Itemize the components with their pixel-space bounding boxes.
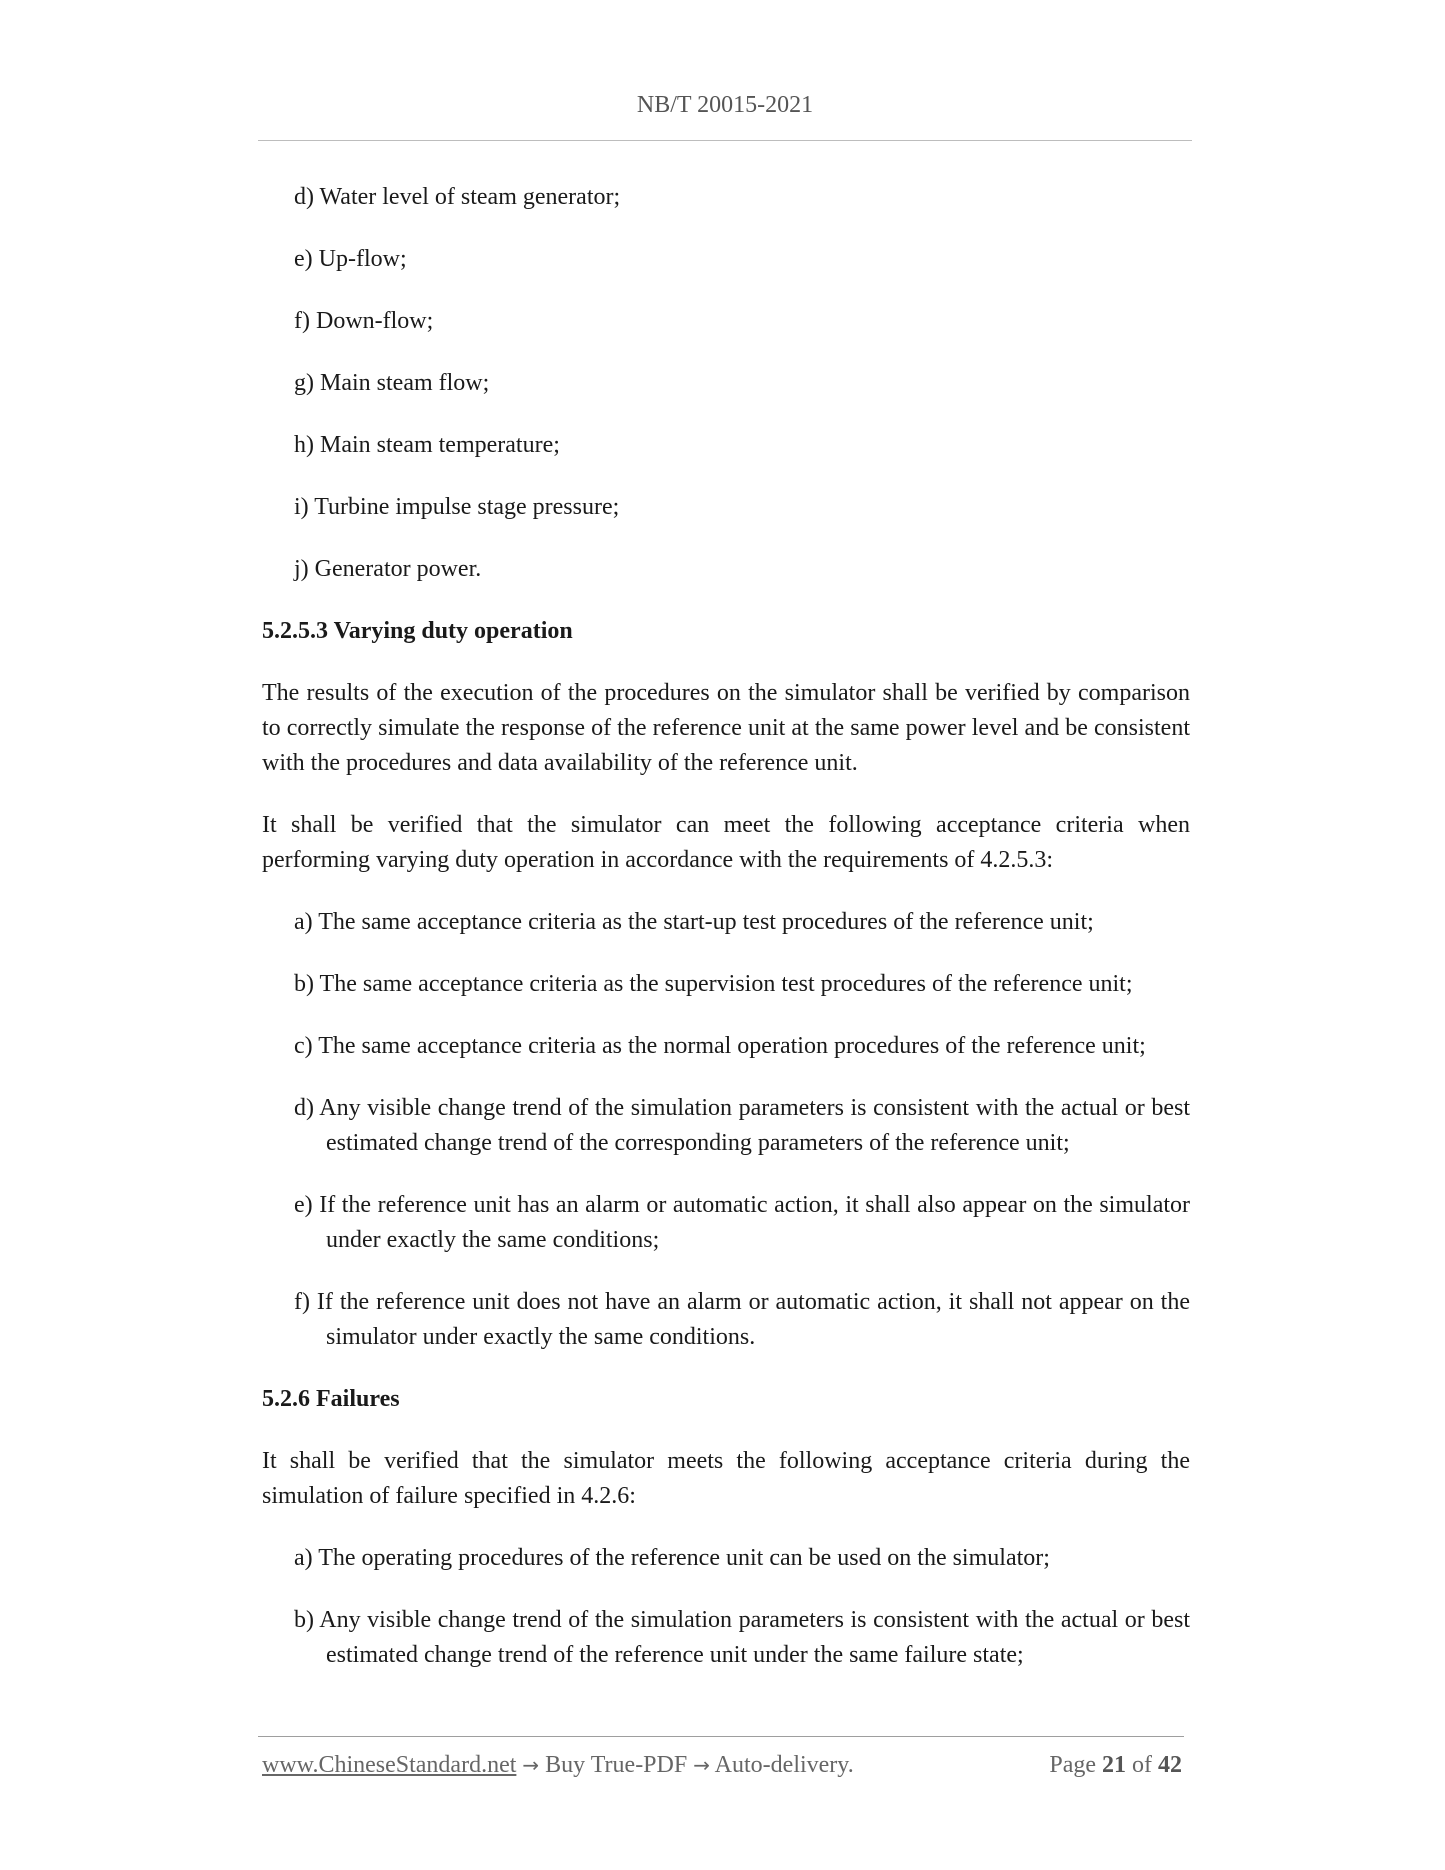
page-label: Page — [1049, 1752, 1096, 1778]
criteria-item: b) The same acceptance criteria as the supervision test procedures of the reference unit; — [294, 971, 1133, 997]
document-body — [262, 180, 1190, 1700]
arrow-right-icon: → — [693, 1753, 710, 1777]
list-item: d) Water level of steam generator; — [294, 184, 621, 210]
auto-delivery-text: Auto-delivery. — [714, 1752, 854, 1778]
criteria-item: f) If the reference unit does not have an alarm or automatic action, it shall not appear on the simulator under exactly the same conditions. — [294, 1289, 1190, 1350]
list-item: h) Main steam temperature; — [294, 432, 560, 458]
section-heading-5253: 5.2.5.3 Varying duty operation — [262, 618, 573, 644]
page-current: 21 — [1102, 1752, 1126, 1778]
paragraph: The results of the execution of the procedures on the simulator shall be verified by comparison to correctly simulate the response of the reference unit at the same power level and be consistent with the procedures and data availability of the reference unit. — [262, 680, 1190, 776]
criteria-item: c) The same acceptance criteria as the normal operation procedures of the reference unit; — [294, 1033, 1146, 1059]
list-item: i) Turbine impulse stage pressure; — [294, 494, 620, 520]
paragraph: It shall be verified that the simulator can meet the following acceptance criteria when performing varying duty operation in accordance with the requirements of 4.2.5.3: — [262, 812, 1190, 873]
paragraph: It shall be verified that the simulator meets the following acceptance criteria during the simulation of failure specified in 4.2.6: — [262, 1448, 1190, 1509]
list-item: j) Generator power. — [294, 556, 482, 582]
arrow-right-icon: → — [522, 1753, 540, 1777]
footer-promo — [262, 1752, 854, 1779]
page-footer — [262, 1752, 1182, 1779]
list-item: g) Main steam flow; — [294, 370, 490, 396]
page-total: 42 — [1158, 1752, 1182, 1778]
section-heading-526: 5.2.6 Failures — [262, 1386, 400, 1412]
of-label: of — [1132, 1752, 1152, 1778]
site-link[interactable]: www.ChineseStandard.net — [262, 1752, 517, 1778]
criteria-item: a) The same acceptance criteria as the start-up test procedures of the reference unit; — [294, 909, 1094, 935]
page-number — [1049, 1752, 1182, 1779]
criteria-item: d) Any visible change trend of the simulation parameters is consistent with the actual or best estimated change trend of the corresponding parameters of the reference unit; — [294, 1095, 1190, 1156]
header-divider — [258, 140, 1192, 141]
list-item: f) Down-flow; — [294, 308, 434, 334]
document-header: NB/T 20015-2021 — [636, 92, 814, 118]
criteria-item: b) Any visible change trend of the simulation parameters is consistent with the actual or best estimated change trend of the reference unit under the same failure state; — [294, 1607, 1190, 1668]
criteria-item: a) The operating procedures of the reference unit can be used on the simulator; — [294, 1545, 1050, 1571]
criteria-item: e) If the reference unit has an alarm or automatic action, it shall also appear on the simulator under exactly the same conditions; — [294, 1192, 1190, 1253]
footer-divider — [258, 1736, 1184, 1737]
list-item: e) Up-flow; — [294, 246, 407, 272]
buy-pdf-text: Buy True-PDF — [545, 1752, 688, 1778]
